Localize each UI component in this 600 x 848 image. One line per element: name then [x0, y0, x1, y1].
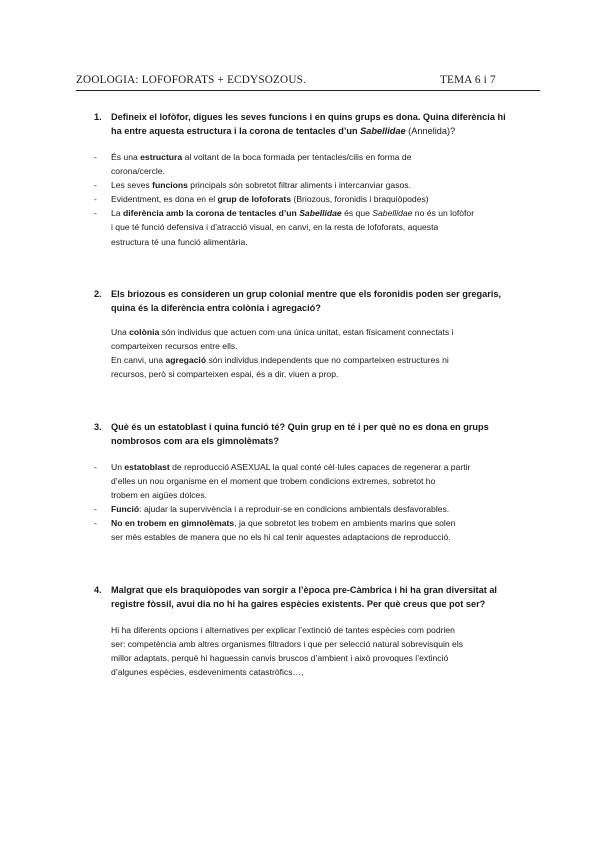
- question-text-line: Defineix el lofòfor, digues les seves funcions i en quins grups es dona. Quina diferència hi: [111, 112, 506, 122]
- question-number: 3.: [94, 422, 102, 432]
- bullet-dash: -: [94, 518, 97, 529]
- course-title: ZOOLOGIA: LOFOFORATS + ECDYSOZOUS.: [76, 74, 307, 86]
- paragraph-line: comparteixen recursos entre ells.: [111, 341, 238, 352]
- answer-4: [111, 623, 463, 679]
- paragraph-line: En canvi, una agregació són individus independents que no comparteixen estructures ni: [111, 355, 449, 366]
- paragraph-line: millor adaptats, perquè hi haguessin canvis bruscos d’ambient i això provoques l’extinció: [111, 653, 449, 664]
- bullet-dash: -: [94, 194, 97, 205]
- page-header: [76, 74, 540, 91]
- question-text-line: ha entre aquesta estructura i la corona de tentacles d’un Sabellidae (Annelida)?: [111, 126, 456, 136]
- list-item: - Funció: ajudar la supervivència i a reproduir-se en condicions ambientals desfavorables.: [94, 502, 534, 516]
- bullet-dash: -: [94, 180, 97, 191]
- question-number: 1.: [94, 112, 102, 122]
- answer-1-list: [94, 150, 534, 249]
- question-text-line: Els briozous es consideren un grup colonial mentre que els foronidis poden ser gregaris,: [111, 289, 502, 299]
- list-item: - Les seves funcions principals són sobretot filtrar aliments i intercanviar gasos.: [94, 178, 534, 192]
- list-item: - No en trobem en gimnolèmats, ja que sobretot les trobem en ambients marins que solen ser més estables de manera que no els hi cal tenir aquestes adaptacions de reproducció.: [94, 518, 456, 543]
- question-text-line: nombrosos com ara els gimnolèmats?: [111, 436, 279, 446]
- paragraph-line: ser: competència amb altres organismes filtradors i que per selecció natural sobrevisquin els: [111, 639, 464, 650]
- question-text-line: Què és un estatoblast i quina funció té? Quin grup en té i per què no es dona en grups: [111, 422, 489, 432]
- paragraph-line: recursos, però si comparteixen espai, és a dir, viuen a prop.: [111, 369, 339, 380]
- bullet-dash: -: [94, 208, 97, 219]
- topic-number: TEMA 6 i 7: [440, 74, 496, 86]
- question-number: 4.: [94, 585, 102, 595]
- list-item: - La diferència amb la corona de tentacles d’un Sabellidae és que Sabellidae no és un lofòfor i que té funció defensiva i d’atracció visual, en canvi, en la resta de lofoforats, aquesta estructura té una funció alimentària.: [94, 208, 475, 247]
- question-text-line: Malgrat que els braquiòpodes van sorgir a l’època pre-Càmbrica i hi ha gran diversitat al: [111, 585, 497, 595]
- bullet-dash: -: [94, 504, 97, 515]
- paragraph-line: Una colònia són individus que actuen com una única unitat, estan físicament connectats i: [111, 327, 454, 337]
- question-text-line: quina és la diferència entra colònia i agregació?: [111, 303, 321, 313]
- list-item: - Un estatoblast de reproducció ASEXUAL la qual conté cèl·lules capaces de regenerar a partir d’elles un nou organisme en el moment que trobem condicions extremes, sobretot ho trobem en aigües dolces.: [94, 462, 471, 501]
- paragraph-line: d’algunes espècies, esdeveniments catastròfics…,: [111, 667, 304, 678]
- bullet-dash: -: [94, 152, 97, 162]
- bullet-dash: -: [94, 462, 97, 472]
- paragraph-line: Hi ha diferents opcions i alternatives per explicar l’extinció de tantes espècies com podrien: [111, 625, 455, 635]
- answer-3-list: [94, 460, 534, 545]
- list-item: - És una estructura al voltant de la boca formada per tentacles/cilis en forma de corona/cercle.: [94, 152, 412, 177]
- answer-2: [111, 325, 454, 381]
- question-number: 2.: [94, 289, 102, 299]
- question-text-line: registre fòssil, avui dia no hi ha gaires espècies existents. Per què creus que pot ser?: [111, 599, 486, 609]
- list-item: - Evidentment, es dona en el grup de lofoforats (Briozous, foronidis i braquiòpodes): [94, 192, 534, 206]
